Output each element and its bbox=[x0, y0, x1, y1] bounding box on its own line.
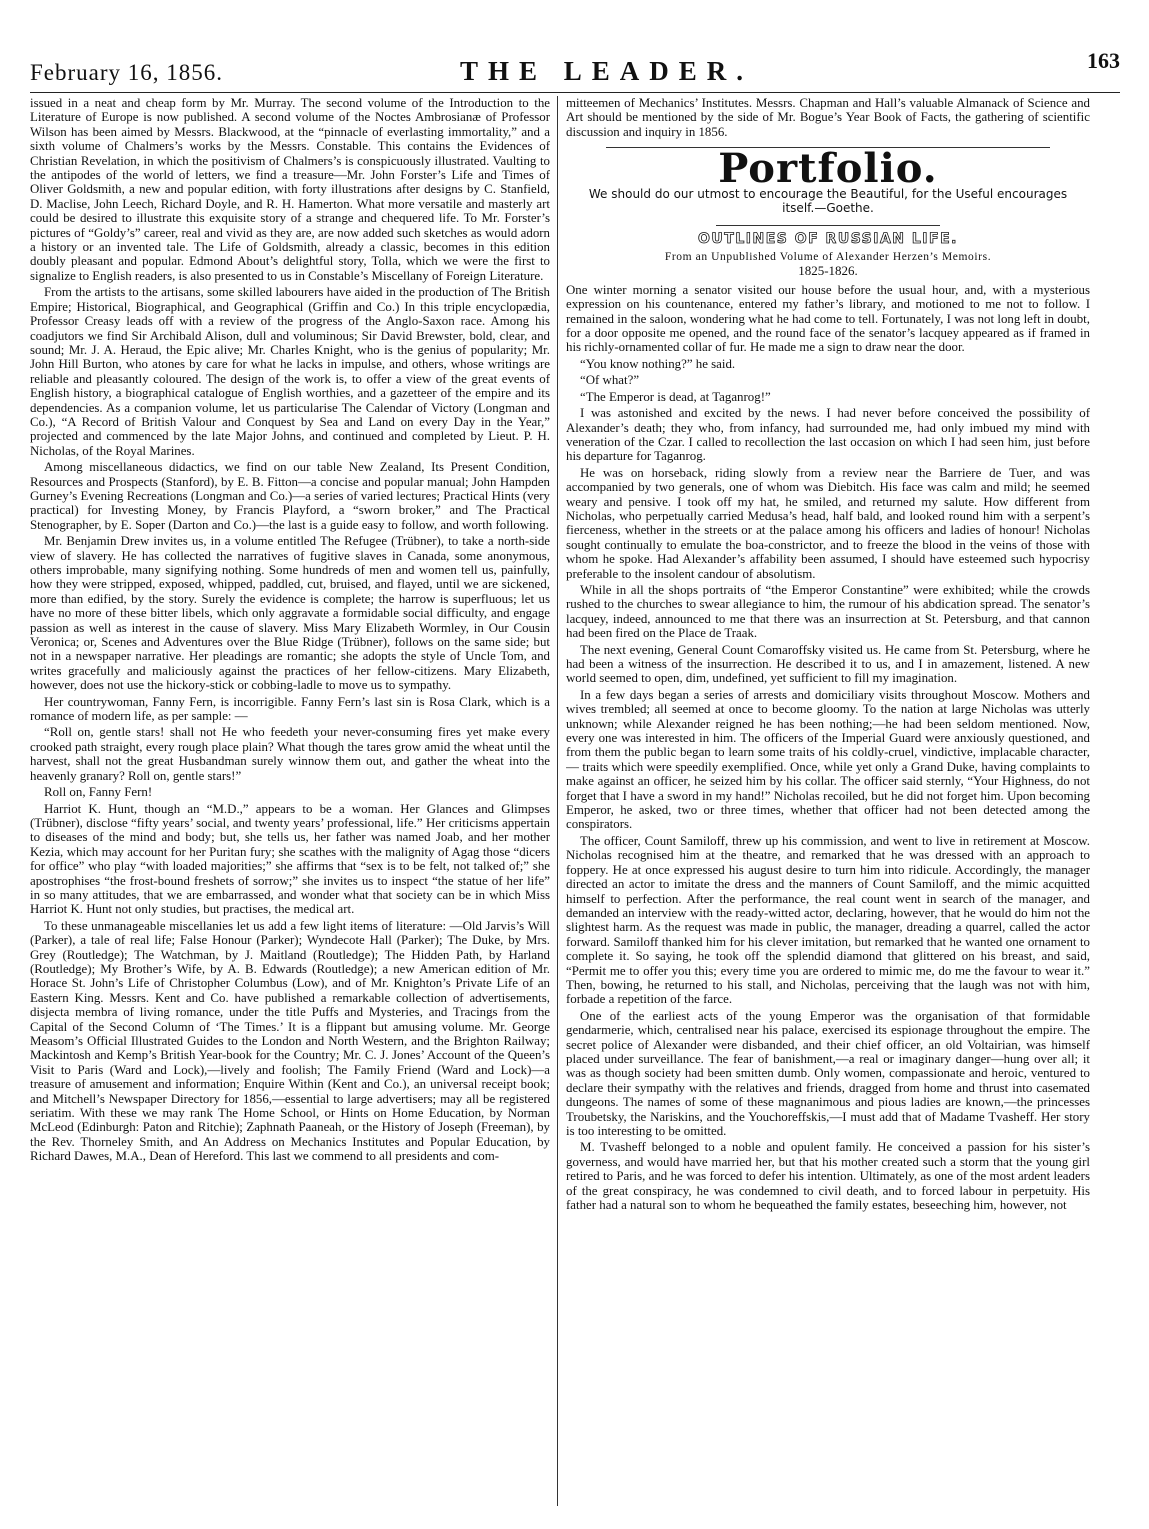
paragraph: Among miscellaneous didactics, we find on our table New Zealand, Its Present Condition, Resources and Prospects (Stanford), by E. B. Fitton—a concise and popular manual; John Hampden Gurney’s Evening Recreations (Longman and Co.)—a series of varied lectures; Practical Hints (very practical) for Investing Money, by Francis Playford, a “sworn broker,” and The Practical Stenographer, by E. Soper (Darton and Co.)—the last is a guide easy to follow, and worth following. bbox=[30, 460, 550, 532]
paragraph: M. Tvasheff belonged to a noble and opulent family. He conceived a passion for his sister’s governess, and would have married her, but that his mother created such a storm that the young girl retired to Paris, and he was forced to defer his intention. Ultimately, as one of the most ardent leaders of the great conspiracy, he was condemned to civil death, and to forced labour in perpetuity. His father had a natural son to whom he bequeathed the family estates, beseeching him, however, not bbox=[566, 1140, 1090, 1213]
paragraph: To these unmanageable miscellanies let us add a few light items of literature: —Old Jarvis’s Will (Parker), a tale of real life; False Honour (Parker); Wyndecote Hall (Parker); The Duke, by Mrs. Grey (Routledge); The Watchman, by J. Maitland (Routledge); The Hidden Path, by Harland (Routledge); My Brother’s Wife, by A. B. Edwards (Routledge); a new American edition of Mr. Horace St. John’s Life of Christopher Columbus (Low), and of Mr. Knighton’s Private Life of an Eastern King. Messrs. Kent and Co. have published a remarkable collection of advertisements, disjecta membra of living romance, under the title Puffs and Mysteries, and Tracings from the Capital of the Second Column of ‘The Times.’ It is a flippant but amusing volume. Mr. George Measom’s Official Illustrated Guides to the London and North Western, and the Brighton Railway; Mackintosh and Kemp’s British Year-book for the Country; Mr. C. J. Jones’ Account of the Queen’s Visit to Paris (Ward and Lock),—lively and foolish; The Family Friend (Ward and Lock)—a treasure of amusement and information; Enquire Within (Kent and Co.), an universal receipt book; and Mitchell’s Newspaper Directory for 1856,—essential to large advertisers; may all be registered seriatim. With these we may rank The Home School, or Hints on Home Education, by Norman McLeod (Edinburgh: Paton and Ritchie); Zaphnath Paaneah, or the History of Joseph (Freeman), by the Rev. Thorneley Smith, and An Address on Mechanics Institutes and Popular Education, by Richard Dawes, M.A., Dean of Hereford. This last we commend to all presidents and com- bbox=[30, 918, 550, 1164]
paragraph: Her countrywoman, Fanny Fern, is incorrigible. Fanny Fern’s last sin is Rosa Clark, which is a romance of modern life, as per sample: — bbox=[30, 694, 550, 724]
paragraph: I was astonished and excited by the news. I had never before conceived the possibility of Alexander’s death; they who, from infancy, had surrounded me, had only imbued my mind with veneration of the Czar. I called to recollection the last occasion on which I had seen him, just before his departure for Taganrog. bbox=[566, 406, 1090, 464]
article-title: OUTLINES OF RUSSIAN LIFE. bbox=[698, 230, 958, 247]
paragraph: Roll on, Fanny Fern! bbox=[44, 785, 153, 800]
section-heading: Portfolio. bbox=[718, 145, 938, 193]
header-rule bbox=[30, 92, 1120, 93]
paragraph: issued in a neat and cheap form by Mr. Murray. The second volume of the Introduction to the Literature of Europe is now published. A second volume of the Noctes Ambrosianæ of Professor Wilson has been aimed by Messrs. Blackwood, at the “pinnacle of everlasting immortality,” and a sixth volume of Chalmers’s works by the Messrs. Constable. This contains the Evidences of Christian Revelation, in which the positivism of Chalmers’s is conspicuously illustrated. Vaulting to the antipodes of the world of letters, we find a treasure—Mr. John Forster’s Life and Times of Oliver Goldsmith, a new and popular edition, with forty illustrations after designs by C. Stanfield, D. Maclise, John Leech, Richard Doyle, and R. H. Hamerton. What more versatile and masterly art could be desired to illustrate this exquisite story of a strange and chequered life. To Mr. Forster’s pictures of “Goldy’s” career, real and vivid as they are, are now added such sketches as would adorn a history or an invented tale. The Life of Goldsmith, already a classic, becomes in this edition doubly pleasant and popular. Edmond About’s delightful story, Tolla, which we were the first to signalize to English readers, is also presented to us in Constable’s Miscellany of Foreign Literature. bbox=[30, 96, 550, 283]
paragraph: Harriot K. Hunt, though an “M.D.,” appears to be a woman. Her Glances and Glimpses (Trübner), disclose “fifty years’ social, and twenty years’ professional, life.” Her criticisms appertain to diseases of the mind and body; but, she tells us, her father was named Joab, and her mother Kezia, which may account for her Puritan fury; she scathes with the malignity of Agag those “dicers for office” who play “with loaded majorities;” she affirms that “sex is to be felt, not talked of;” she apostrophises “the frost-bound freshets of sorrow;” she invites us to inspect “the statue of her life” in so many attitudes, that we are embarrassed, and wonder what that society can be in which Miss Harriot K. Hunt not only studies, but practises, the medical art. bbox=[30, 801, 550, 917]
left-column bbox=[30, 96, 550, 1506]
paragraph: The officer, Count Samiloff, threw up his commission, and went to live in retirement at Moscow. Nicholas recognised him at the theatre, and remarked that he was dressed with an approach to foppery. He at once expressed his august desire to turn him into ridicule. Accordingly, the manager directed an actor to imitate the dress and the manners of Count Samiloff, and the mimic acquitted himself to perfection. After the performance, the real count went in search of the manager, and demanded an interview with the ready-witted actor, declaring, however, that he would do him not the slightest harm. As the request was made in public, the manager, dreading a quarrel, called the actor forward. Samiloff thanked him for his clever imitation, but remarked that he wanted one ornament to complete it. So saying, he took off the splendid diamond that glittered on his breast, and said, “Permit me to offer you this; every time you are ordered to mimic me, do me the favour to wear it.” Then, bowing, he returned to his stall, and Nicholas, perceiving that the laugh was not with him, forbade a repetition of the farce. bbox=[566, 833, 1090, 1007]
paragraph: In a few days began a series of arrests and domiciliary visits throughout Moscow. Mothers and wives trembled; all seemed at once to become gloomy. To the nation at large Nicholas was utterly unknown; while Alexander reigned he has been nothing;—he had been seldom mentioned. Now, every one was interested in him. The officers of the Imperial Guard were anxiously questioned, and from them the public began to learn some traits of his coldly-cruel, vindictive, implacable character,— traits which were speedily exemplified. Once, while yet only a Grand Duke, having complaints to make against an officer, he seized him by his collar. The officer said sternly, “Your Highness, do not forget that I have a sword in my hand!” Nicholas recoiled, but he did not forget him. Upon becoming Emperor, he asked, two or three times, whether that officer had not been detected among the conspirators. bbox=[566, 687, 1090, 832]
dialogue-line: “You know nothing?” he said. bbox=[580, 356, 736, 371]
paragraph: He was on horseback, riding slowly from a review near the Barriere de Tuer, and was accompanied by two generals, one of whom was Diebitch. His face was calm and mild; he seemed weary and pensive. I took off my hat, he smiled, and returned my salute. How different from Nicholas, who perpetually carried Medusa’s head, half bald, and looked round him with a serpent’s fierceness, whether in the streets or at the palace among his officers and ladies of honour! Nicholas sought continually to emulate the boa-constrictor, and to freeze the blood in the veins of those with whom he spoke. Had Alexander’s affability been assumed, I should have esteemed such hypocrisy preferable to the insolent candour of absolutism. bbox=[566, 465, 1090, 581]
paragraph: One winter morning a senator visited our house before the usual hour, and, with a mysterious expression on his countenance, entered my father’s library, and motioned to me not to follow. I remained in the saloon, wondering what he had come to tell. Fortunately, I was not long left in doubt, for a door opposite me opened, and the round face of the senator’s lacquey appeared as if framed in his richly-ornamented collar of fur. He made me a sign to draw near the door. bbox=[566, 282, 1090, 355]
paragraph: Mr. Benjamin Drew invites us, in a volume entitled The Refugee (Trübner), to take a north-side view of slavery. He has collected the narratives of fugitive slaves in Canada, some anonymous, others improbable, many signifying nothing. Some hundreds of men and women tell us, painfully, how they were stripped, exposed, whipped, paddled, cut, bruised, and flayed, until we are sickened, more than edified, by the story. Surely the evidence is complete; the harrow is superfluous; let us have no more of these bitter libels, which only aggravate a formidable social difficulty, and engage passion as well as interest in the cause of slavery. Miss Mary Elizabeth Wormley, in Our Cousin Veronica; or, Scenes and Adventures over the Blue Ridge (Trübner), follows on the same side; but not in a newspaper narrative. Her pleadings are romantic; she adopts the style of Uncle Tom, and writes gracefully and maliciously against the practices of her fellow-citizens. Mary Elizabeth, however, does not use the hickory-stick or cobbing-ladle to move us to sympathy. bbox=[30, 534, 550, 693]
page-header bbox=[30, 48, 1120, 88]
newspaper-title: THE LEADER. bbox=[460, 56, 754, 86]
paragraph: mitteemen of Mechanics’ Institutes. Messrs. Chapman and Hall’s valuable Almanack of Science and Art should be mentioned by the side of Mr. Bogue’s Year Book of Facts, the gathering of scientific discussion and inquiry in 1856. bbox=[566, 96, 1090, 139]
dialogue-line: “Of what?” bbox=[580, 373, 640, 388]
section-motto: We should do our utmost to encourage the Beautiful, for the Useful encourages itself.—Goethe. bbox=[588, 186, 1068, 215]
divider-rule bbox=[716, 225, 940, 226]
right-column bbox=[566, 96, 1090, 1506]
article-byline: From an Unpublished Volume of Alexander Herzen’s Memoirs. bbox=[664, 251, 992, 264]
column-divider bbox=[557, 96, 558, 1506]
paragraph: From the artists to the artisans, some skilled labourers have aided in the production of The British Empire; Historical, Biographical, and Geographical (Griffin and Co.) In this triple encyclopædia, Professor Creasy leads off with a review of the progress of the Anglo-Saxon race. Among his coadjutors we find Sir Archibald Alison, dull and voluminous; Sir David Brewster, bold, clear, and sound; Mr. J. A. Heraud, the Epic alive; Mr. Charles Knight, who is the genius of popularity; Mr. John Hill Burton, who atones by care for what he lacks in impulse, and others, whose writings are reliable and pleasantly coloured. The design of the work is, to offer a view of the great events of English history, a biographical catalogue of English worthies, and a gazetteer of the empire and its dependencies. As a companion volume, let us particularise The Calendar of Victory (Longman and Co.), “A Record of British Valour and Conquest by Sea and Land on every Day in the Year,” projected and commenced by the late Major Johns, and continued and completed by Lieut. P. H. Nicholas, of the Royal Marines. bbox=[30, 285, 550, 458]
article-dates: 1825-1826. bbox=[798, 263, 858, 279]
dialogue-line: “The Emperor is dead, at Taganrog!” bbox=[580, 389, 771, 404]
issue-date: February 16, 1856. bbox=[30, 60, 224, 85]
page-number: 163 bbox=[1087, 48, 1120, 73]
paragraph: The next evening, General Count Comaroffsky visited us. He came from St. Petersburg, where he had been a witness of the insurrection. He described it to us, and I in amazement, listened. A new world seemed to open, dim, undefined, yet sufficient to fill my imagination. bbox=[566, 642, 1090, 686]
paragraph: While in all the shops portraits of “the Emperor Constantine” were exhibited; while the crowds rushed to the churches to swear allegiance to him, the rumour of his abdication spread. The senator’s lacquey, indeed, announced to me that there was an insurrection at St. Petersburg, and that cannon had been fired on the Place de Traak. bbox=[566, 582, 1090, 641]
paragraph: One of the earliest acts of the young Emperor was the organisation of that formidable gendarmerie, which, centralised near his palace, exercised its espionage throughout the empire. The secret police of Alexander were disbanded, and their chief officer, an old Voltairian, was himself placed under surveillance. The fear of banishment,—a real or imaginary danger—hung over all; it was as though society had been smitten dumb. Only women, compassionate and heroic, ventured to declare their sympathy with the relatives and friends, dragged from home and thrust into casemated dungeons. The names of some of these magnanimous and pious ladies are known,—the princesses Troubetsky, the Nariskins, and the Youchoreffskis,—I must add that of Madame Tvasheff. Her story is too interesting to be omitted. bbox=[566, 1008, 1090, 1138]
quoted-passage: “Roll on, gentle stars! shall not He who feedeth your never-consuming fires yet make every crooked path straight, every rough place plain? What though the tares grow amid the wheat until the harvest, shall not the great Husbandman surely winnow them out, and gather the wheat into the heavenly granary? Roll on, gentle stars!” bbox=[30, 725, 550, 783]
